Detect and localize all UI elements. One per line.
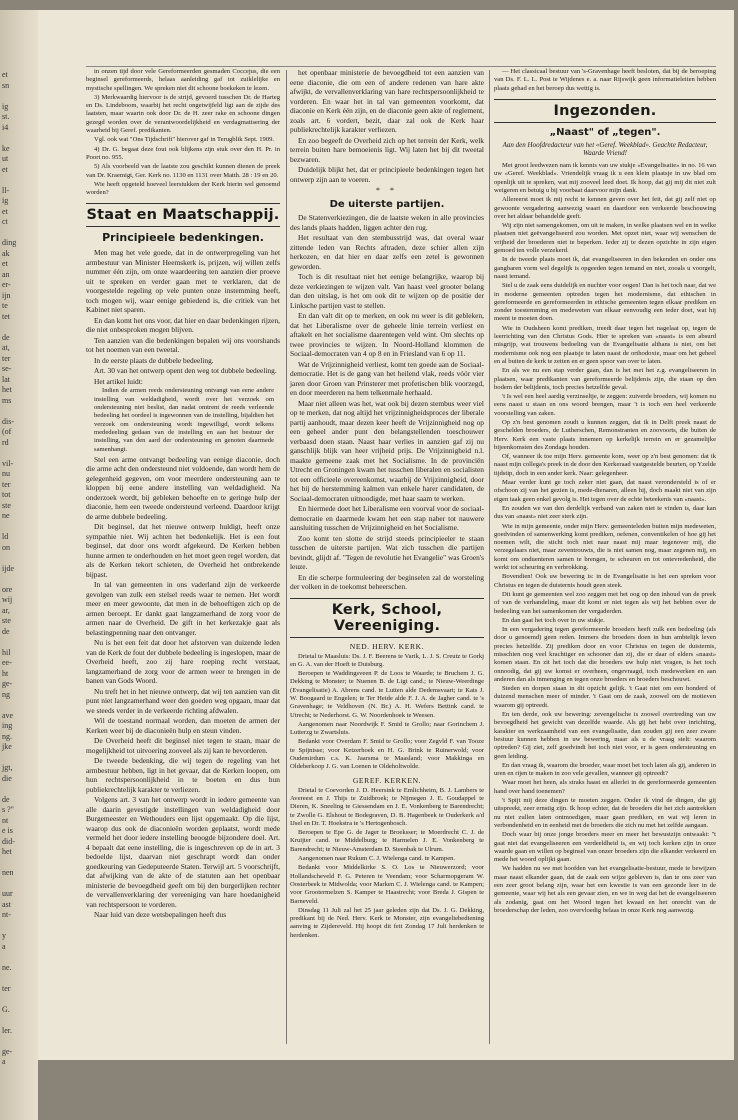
margin-fragment: ave [2, 710, 14, 720]
margin-fragment: hil [2, 647, 11, 657]
paragraph: In een vergadering tegen gereformeerde broeders heeft zulk een bedoeling (als door u genoemd) geen reden. Immers die broeders doen in hun ambtelijk leven precies hetzelfde. Zij prediken door en voor Christus en tegen de duisternis, misschien nog veel krachtiger en schooner dan zij, die er daar of elders «naast» komen staan. En zit het toch dat die broeders uw hulp niet vragen, is het toch onnoodig, dat gij uw komst er overheen, ongevraagd, toch medewerken en aan anderen dan als inmenging en tegen onze broeders en broeders beschouwt. [494, 626, 716, 683]
column-divider [286, 70, 287, 1044]
paragraph: De Overheid heeft dit beginsel niet tegen te staan, maar de mogelijkheid tot uitvoering zooveel als zij kan te bevorderen. [86, 736, 280, 755]
paragraph: Het artikel luidt: [94, 376, 143, 386]
margin-fragment: G. [2, 1004, 10, 1014]
paragraph: Ten aanzien van die bedenkingen bepalen wij ons voorshands tot het noemen van een tweetal. [86, 335, 280, 355]
paragraph: Duidelijk blijkt het, dat er principieele bedenkingen tegen het ontwerp zijn aan te voeren. [290, 165, 484, 184]
margin-fragment [0, 1015, 38, 1026]
paragraph: Volgens art. 3 van het ontwerp wordt in iedere gemeente van alle daarin gevestigde instellingen van weldadigheid door Burgemeester en Wethouders een lijst opgemaakt. Op die lijst, waarop dus ook de diaconieën worden geplaatst, wordt mede vermeld het door iedere instelling beoogde bijzondere doel. Art. 4 bepaalt dat eene instelling, die is ingeschreven op de in art. 3 bedoelde lijst, daarvan niet geschrapt wordt dan onder goedkeuring van Gedeputeerde Staten. Terwijl art. 5 voorschrijft, dat afwijking van de akte of de statuten aan het openbaar ministerie de bevoegdheid geeft om bij den burgerlijken rechter de vervallenverklaring der vereeniging van hare hoedanigheid van rechtspersoon te vorderen. [86, 795, 280, 909]
paragraph: Drietal te Coevorden J. D. Heersink te Emlichheim, B. J. Lambers te Avereest en J. Thijs te Zuidbroek; te Nijmegen J. E. Goudappel te Dieren, K. Sneeling te Giessendam en J. E. Vonkenberg te Barendrecht; te Zwolle G. Elshout te Bodegraven, D. B. Hagenbeek te Ouderkerk a/d IJsel en Dr. T. Hoekstra te 's Hertogenbosch. [290, 786, 484, 827]
letter-body [494, 162, 716, 915]
paragraph: Doch waar bij onze jonge broeders meer en meer het bewustzijn ontwaakt: ''t gaat niet dat evangeliseeren een verdeeldheid is, en wij toch kerken zijn in onze waarde gaan en willen op beginsel van onzer broeders zijn die elkander verkeerd en mede het woord oplijkt gaan. [494, 831, 716, 864]
paragraph: Wil de toestand normaal worden, dan moeten de armen der Kerken weer bij de diaconieën hulp en steun vinden. [86, 716, 280, 735]
margin-fragment: ter [2, 479, 11, 489]
margin-fragment: ct [2, 217, 8, 226]
margin-fragment: ld [2, 532, 9, 541]
paragraph: Nu treft het in het nieuwe ontwerp, dat wij ten aanzien van dit punt niet langzamerhand weer den goeden weg opgaan, maar dat we steeds verder in de verkeerde richting afdwalen. [86, 686, 280, 715]
margin-fragment: ter [2, 983, 11, 993]
paragraph: 5) Als voorbeeld van de laatste zou geschikt kunnen dienen de preek van Dr. Kraemigt, Ger. Kerk no. 1130 en 1131 over Matth. 28 : 19 en 20. [86, 163, 280, 179]
paragraph: De tweede bedenking, die wij tegen de regeling van het armbestuur hebben, ligt in het gevaar, dat de Kerken loopen, om hun rechtspersoonlijkheid in te boeten en dus hun publiekrechtelijk karakter te verliezen. [86, 756, 280, 794]
margin-fragment: an [2, 269, 10, 279]
margin-fragment: ler. [2, 1025, 12, 1035]
paragraph: Op z'n best genomen zoudt u kunnen zeggen, dat ik in Delft preek naast de geschelden broeders, de Lutherschen, Remonstranten en zoovoorts, die buiten de Herv. Kerk een vaste plaats innemen op kerkelijk terrein en er gezamelijke bijeenkomsten des Zondags houden. [494, 418, 716, 451]
paragraph: En ten derde, ook uw bewering: zevengelische is zoowel overtreding van uw bevoegdheid het gewicht van dezelfde waarde. Als gij het hebt over inrichting, karakter en werkzaamheid van een evangelisatie, dan zouden gij een zeer zware bestuur kunnen hebben in uw bewering, maar als u de vraag stelt: waarom optreden? Gij ziet, zelf goedvindt het toch niet voor, er is geen ondersteuning en geen leiding. [494, 711, 716, 760]
margin-fragment: ge- [2, 679, 13, 688]
margin-fragment: nt [2, 815, 9, 825]
margin-fragment [0, 994, 38, 1005]
paragraph: Dit kunt ge gemeenten wel zoo zeggen met het oog op den inhoud van de preek of van de verhandeling, maar dit komt er niet tegen als wij het hebben over de bedeeling van het samenkomen der vergaderden. [494, 590, 716, 615]
margin-fragment: st. [2, 112, 10, 121]
margin-fragment: ijde [2, 563, 14, 573]
paragraph: In tal van gemeenten in ons vaderland zijn de verkeerde gevolgen van zulk een stelsel reeds waar te nemen. Het wordt meer en meer gewoonte, dat men in de behoeftigen zich op de armen beroept. Er dankt gaat langzamerhand de zorg voor de armen naar de Overheid. De gift in het kerkezakje gaat als belastingpenning naar den ontvanger. [86, 580, 280, 637]
margin-fragment: ig [2, 196, 9, 205]
paragraph: in onzen tijd door vele Gereformeerden gesmaden Coccejus, die een beginsel gereformeerds, helaas aanleiding gaf tot zuiklelijke en mystische spellingen. We spreken niet dit schoone boekeken te lezen. [86, 68, 280, 92]
margin-fragment: het [2, 385, 12, 394]
margin-fragment: die [2, 773, 12, 783]
margin-fragment: ijn [2, 290, 11, 300]
article-title-naast-tegen: „Naast" of „tegen". [549, 126, 661, 138]
paragraph: En zoo begeeft de Overheid zich op het terrein der Kerk, welk terrein buiten hare bemoeienis ligt. Wij laten het bij dit tweetal bezwaren. [290, 135, 484, 164]
margin-fragment: wij [2, 595, 13, 604]
margin-fragment: did- [2, 836, 15, 846]
margin-fragment [0, 448, 38, 459]
church-news-list [290, 787, 484, 940]
paragraph: 3) Merkwaardig hiervoor is de strijd, gevoerd tusschen Dr. de Harteg en Ds. Lindeboom, waarbij het recht ongetwijfeld ligt aan de zijde des laatsten, maar waarin ook door Dr. de H. zeer rake en schoone dingen gezegd worden over de verantwoordelijkheid en verdagmatisering der waarheid bij Geref. predikanten. [86, 93, 280, 135]
paragraph: Wie heeft opgeteld hoeveel leerstukken der Kerk hierin wel genoemd worden? [86, 180, 280, 197]
margin-fragment: on [2, 542, 10, 552]
margin-fragment: er- [2, 280, 11, 289]
margin-fragment: vil- [2, 458, 14, 468]
margin-fragment [0, 879, 38, 890]
footnotes [86, 68, 280, 197]
margin-fragment [0, 574, 38, 585]
column-3 [494, 68, 716, 1048]
margin-fragment: de [2, 626, 10, 636]
margin-fragment: ste [2, 500, 11, 510]
margin-fragment: de [2, 332, 10, 342]
separator-stars: * * [376, 186, 398, 195]
margin-fragment: at, [2, 343, 10, 352]
margin-fragment: a [2, 941, 6, 951]
margin-fragment: tot [2, 490, 11, 499]
margin-fragment: het [2, 847, 12, 856]
margin-fragment [0, 700, 38, 711]
section-title-staat: Staat en Maatschappij. [86, 203, 280, 227]
paragraph: Dinsdag 11 Juli zal het 25 jaar geleden zijn dat Ds. J. G. Dekking, predikant bij de Ned. Herv. Kerk te Monster, zijn evangeliebediening aanving te Zijdereveld. Hij hoopt dit feit Zondag 17 Juli herdenken te herdenken. [290, 906, 484, 939]
paragraph: En zouden we van den derdelijk verband van zaken niet te vinden is, daar kan dus van «naast» niet zeer sterk zijn. [494, 504, 716, 521]
margin-fragment: ter [2, 353, 11, 363]
margin-fragment: nu [2, 469, 10, 478]
margin-fragment: et [2, 259, 8, 268]
column-1 [86, 68, 280, 1048]
paragraph: En hiermede doet het Liberalisme een voorval voor de sociaal-democratie en daarmede kwam het een stap naber tot nauwere aansluiting tusschen de Vrijzinnigheid en het Socialisme. [290, 504, 484, 532]
paragraph: Of, wanneer ik toe mijn Herv. gemeente kom, weer op z'n best genomen: dat ik naast mijn collega's preek in de door den Kerkeraad vastgestelde beurten, op Yzelde tijdstip, doch in een ander kerk. Naar: gelegenheer. [494, 453, 716, 477]
paragraph: Wat de Vrijzinnigheid verliest, komt ten goede aan de Sociaal-democratie. Het is de gang van het heilend vlak, reeds vóór vier jaren door Groen van Prinsterer met profetischen blik voorzegd, en door meerderen na hem telkenmale herhaald. [290, 359, 484, 397]
margin-fragment: e is [2, 826, 13, 835]
margin-fragment: se- [2, 364, 12, 373]
paragraph: Dit beginsel, dat het nieuwe ontwerp huldigt, heeft onze sympathie niet. Wij achten het bedenkelijk. Het is een fout beginsel, dat door ons wordt afgekeurd. De Kerken hebben hunne armen te onderhouden en het moet geen regel worden, dat als de Kerken tekort schieten, de Overheid het ontbrekende bijpast. [86, 522, 280, 579]
church-news-list [290, 653, 484, 772]
paragraph: Maar niet alleen was het, wat ook bij dezen stembus weer viel op te merken, dat nog altijd het vrijzinnigheidsproces der liberale partij aanhoudt, maar dezen keer heeft de Vrijzinnigheid nog op een geheel ander punt den belangstellenden toeschouwer verbaasd doen staan. Naast haar verlies in aanzien gaf zij nu ganschlijk blijk van heer vrijheid prijs. De Vrijzinnigheid n.l. maakte gemeene zaak met het Socialisme. In de provinciën Utrecht en Groningen kwam het tusschen liberalen en socialisten tot een officieele overeenkomst, waarbij de Vrijzinnigheid, door het bij de herstemming kalmen van enkele harer candidaten, de Sociaal-democraten uitnoodigde, met haar saam te werken. [290, 398, 484, 503]
quoted-article: Indien de armen reeds ondersteuning ontvangt van eene andere instelling van weldadigheid, wordt over het verzoek om ondersteuning niet beslist, dan nadat omtrent de reeds verleende bedeeling het oordeel is ingewonnen van de instelling, bijaldien het verzoek om ondersteuning wordt ingewilligd, wordt telkens mededeeling gedaan van de instelling en aan het bestuur der instelling, van den aard der ondersteuning en genoten daarmede samenhangt. [94, 387, 274, 453]
paragraph: Wie in mijn gemeente, onder mijn Herv. gemeenteleden buiten mijn medeweten, goedvinden of samenwerking komt prediken, oefenen, conventikelen of hoe gij het noemen wilt, die sticht toch niet naar naast mij maar tegenover mij, die verzegelaars niet, maar zeventrouwts, die is niet samen nog, maar zegenen mij, en komt om onduenteren samen te brengen, te scheuren en tot ontevredenheid, die werkt tot scheuring en verbrokking. [494, 522, 716, 572]
margin-fragment: a [2, 1057, 6, 1066]
article-title-principieele: Principieele bedenkingen. [102, 231, 264, 245]
margin-fragment: et [2, 70, 8, 79]
paragraph: Met groot leedwezen nam ik kennis van uw stukje «Evangelisatie» in no. 16 van uw «Geref. Weekblad». Vriendelijk vraag ik u een klein plaatsje in uw blad om openlijk uit te spreken, wat mij zooveel leed doet. Ik hoop, dat gij mij dit niet zult weigeren en betuig u bij voorbaat daarvoor mijn dank. [494, 162, 716, 194]
margin-fragment: uur [2, 889, 13, 898]
margin-fragment [0, 553, 38, 564]
binding-margin [0, 10, 38, 1120]
paragraph: Waar moet het heen, als straks haast en allerlei in de gereformeerde gemeenten hand over hand toenemen? [494, 779, 716, 795]
margin-fragment: jke [2, 742, 12, 751]
margin-fragment: ge- [2, 1046, 13, 1056]
paragraph: En dan vraag ik, waarom die broeder, waar moet het toch laten als gij, anderen in uren en rijen te maken in zoo vele gevallen, wanneer gij optreedt? [494, 761, 716, 778]
margin-fragment: ast [2, 899, 11, 909]
margin-fragment: y [2, 931, 6, 940]
margin-fragment [0, 858, 38, 869]
paragraph: 't Spijt mij deze dingen te moeten zeggen. Onder ik vind de dingen, die gij uitspreekt, zeer ernstig zijn. Ik hoop echter, dat de broeders die het zich aantrekken nu niet zullen laten ontmoedigen, maar gaan prediken, en wat wij leren in verbondenheid en in eenheid met de broeders die zich nu met het zelfde aangaan. [494, 797, 716, 829]
paragraph: Steden en dorpen staan in dit opzicht gelijk. 't Gaat niet om een honderd of duizend menschen meer of minder. 't Gaat om de zaak, zoowel om de motieven waarom gij optreedt. [494, 685, 716, 709]
paragraph: Aangenomen naar Rukum C. J. Wielenga cand. te Kampen. [298, 855, 456, 863]
margin-fragment: ht [2, 668, 9, 678]
paragraph: Beroepen te Epe G. de Jager te Broeksser; te Moerdrecht C. J. de Kruijter cand. te Middelburg; te Harmelen J. E. Vonkenberg te Barendrecht; te Nieuw-Amsterdam D. Steenbak te Ulrum. [290, 829, 484, 853]
margin-fragment: ne [2, 511, 10, 520]
paragraph: Drietal te Maasluis: Ds. J. F. Beerens te Varik, L. J. S. Creutz te Gorkj en G. A. van der Hoeft te Duisburg. [290, 652, 484, 668]
margin-fragment [0, 522, 38, 533]
margin-fragment: ding [2, 238, 17, 247]
margin-fragment: te [2, 301, 8, 310]
article-body [290, 213, 484, 592]
margin-fragment [0, 753, 38, 764]
margin-fragment [0, 322, 38, 333]
margin-fragment: ut [2, 154, 9, 163]
paragraph: Stel u de zaak eens duidelijk en nuchter voor oogen! Dan is het toch naar, dat we in moderne gemeenten optreden tegen het modernisme, dat ethischen in gereformeerde en gereformeerden in ethische gemeenten tegen elkaar prediken en zonder toestemming en medeweten van elkaar eenvoudig een ieder doet, wat hij meent te moeten doen. [494, 282, 716, 323]
paragraph: Aangenomen naar Noordwijk F. Smid te Grollo; naar Gorinchem J. Lutterzg te Zwartsluis. [290, 720, 484, 737]
paragraph: Zoo komt ten slotte de strijd steeds principieeler te staan tusschen de uiterste partijen. Wat zich tusschen die partijen bevindt, glijdt af. "Tegen de revolutie het Evangelie" was Groen's leuze. [290, 533, 484, 571]
margin-fragment: ore [2, 584, 13, 594]
paragraph: Het resultaat van den stembusstrijd was, dat overal waar zittende leden van Rechts aftraden, deze schier allen zijn herkozen, en dat hier en daar zelfs een zetel is gewonnen geworden. [290, 233, 484, 271]
margin-fragment: (of [2, 427, 12, 436]
margin-fragment [0, 133, 38, 144]
margin-fragment: ke [2, 143, 10, 153]
margin-fragment: jgt, [2, 763, 13, 772]
margin-fragment: et [2, 164, 8, 174]
margin-fragment: rd [2, 437, 9, 447]
paragraph: Bedankt voor Overdam F. Smid te Grollo; voor Zegvld F. van Tooze te Spijnisse; voor Ketzerhoek en H. G. Brink te Ruinerwold; voor Oudemirdum c.s. K. Jaarsma te Maasland; voor Makkinga en Oldeberkoop J. G. van Loenen te Oldeholtwolde. [290, 738, 484, 771]
paragraph: het openbaar ministerie de bevoegdheid tot een aanzien van eene diaconie, die om een of andere redenen van hare akte afwijkt, de vervallenverklaring van hare rechtspersoonlijkheid te vorderen. En waar het in tal van gemeenten voorkomt, dat diaconie en Kerk één zijn, en de diaconie geen akte of reglement, zoals art. 6 vordert, bezit, daar zal ook de Kerk haar publiekrechtelijk karakter verliezen. [290, 68, 484, 134]
dedication-line: Aan den Hoofdredacteur van het «Geref. Weekblad». Geachte Redacteur, Waarde Vriend! [502, 140, 708, 158]
paragraph: Wie in Oudsheen komt prediken, treedt daar tegen het nagelaat op, tegen de leerrichting van den Christus Gods. Hier te spreken van «naast» is een absurd misgrijp, wat trouwens bedoeling van de Evangelisatie althans is niet, om het modernisme ook nog een plaatsje te laten naast de orthodoxie, maar om het geheel en al buiten de kerk te zetten en er geen spoor van over te laten. [494, 324, 716, 365]
article-body-continued [86, 455, 280, 920]
article-continuation [290, 68, 484, 184]
paragraph: Stel een arme ontvangt bedeeling van eenige diaconie, doch die arme acht den ondersteund niet voldoende, dan wordt hem de gelegenheid gegeven, om voor meerdere ondersteuning aan te kloppen bij eene andere instelling van weldadigheid. Na onderzoek wordt, bij gebleken behoefte en te geringe hulp der diaconie, hem een tweede ondersteund verleend. Daardoor krijgt de arme dubbele bedeeling. [86, 454, 280, 521]
margin-fragment: ng. [2, 731, 12, 741]
paragraph: En dan valt dit op te merken, en ook nu weer is dit gebleken, dat het Liberalisme over de geheele linie terrein verliest en aftakelt en het socialisme daarentegen veld wint. Om slechts op twee provincies te wijzen. In Noord-Holland klommen de Sociaal-democraten van 4 op 8 en in Friesland van 6 op 11. [290, 311, 484, 358]
margin-fragment: de [2, 794, 10, 804]
paragraph: Naar luid van deze wetsbepalingen heeft dus [94, 910, 227, 920]
paragraph: Bedankt voor Middelkirke S. O. Los te Nieuwerzord; voor Hollandscheveld F. G. Peteren te Veendam; voor Scharmopgeram W. Oosterbeek te Midwolda; voor Marken C. J. Wielenga cand. te Kampen; voor Grootermelzen S. Kamper te Haastrecht; voor Breda J. Gispen te Barneveld. [290, 864, 484, 905]
paragraph: Allereerst moet ik mij recht te kennen geven over het feit, dat gij zelf niet op gewoonte vergadering aanwezig waart en daardoor een verkeerde beschouwing over het aldaar behandelde geeft. [494, 196, 716, 220]
margin-fragment [0, 1036, 38, 1047]
paragraph: In de tweede plaats moet ik, dat evangeliseeren in den bekenden en onder ons gangbaren vorm wel degelijk is opgeeden tegen iemand en niet, zooals u voorgelt, naast iemand. [494, 256, 716, 280]
margin-fragment: tet [2, 311, 10, 321]
paragraph: Beroepen te Waddingsveen P. de Loos te Waarde; te Bruchem J. G. Dekking te Monster; te Nuenen B. de Ligt cand.; te Nieuw-Weerdinge (Evangelisatie) A. Abrens cand. te Lutten alde Dedemsvaart; te Kats J. W. Boogaard te Engelen; te Ter Heide alde F. J. A. de Jagher cand. te 's Gravenhage; te Veldhoven (N. Br.) A. H. Wefers Bettink cand. te Utrecht; te Nederhorst. G. W. Noordenhoek te Weesen. [290, 670, 484, 719]
margin-fragment [0, 175, 38, 186]
paragraph: Maar verder kunt ge toch zeker niet gaan, dat naast verondersteld is of er ofschoon zij van het gezien is, mede-dienaren, alleen hij, doch maakt niet van zijn eigen taak geen enkel gevolg is. Het tegen over de echte beteekenis van «naast». [494, 479, 716, 503]
article-body [86, 248, 280, 386]
subsection-geref: GEREF. KERKEN. [352, 775, 422, 785]
margin-fragment: dis- [2, 416, 14, 426]
margin-fragment: ak [2, 248, 10, 258]
paragraph: We hadden nu we met hoofden van het evangelisatie-bestuur, mede te bewijzen maar naast elkander gaan, dat de zaak een wijze gebleven is, dan te ons zeer van een zeer groot belang zijn, waar het een kwestie is van een gezonde leer in de gemeente, waar wij het als een gevaar zien, en we in weg dat het de evangeliseeren als zodanig, gaat om het Woord tegen het kwaad en het onrecht van de broederschap der leden, zoo overvloedig belaas in onze Kerk nog aanwezig. [494, 865, 716, 914]
paragraph: Vgl. ook wat "Ons Tijdschrift" hierover gaf in Terugblik Sept. 1909. [94, 136, 275, 144]
margin-fragment [0, 784, 38, 795]
article-title-uiterste: De uiterste partijen. [329, 199, 445, 210]
margin-fragment: ne. [2, 962, 12, 972]
newspaper-page [0, 10, 734, 1066]
paragraph: Nu is het een feit dat door het afstorven van duizende leden van de Kerk de fout der dubbele bedeeling is ingeslopen, maar de Overheid heeft, zoo zij hare roeping recht verstaat, langzamerhand de zorg voor de armen weer te brengen in de banen van Gods Woord. [86, 638, 280, 686]
margin-fragment: ng [2, 689, 10, 699]
paragraph: De Statenverkiezingen, die de laatste weken in alle provincies des lands plaats hadden, liggen achter den rug. [290, 213, 484, 232]
church-notice: — Het classicaal bestuur van 's-Gravenhage heeft besloten, dat bij de beroeping van Ds. F. L. L. Post te Wijdenes e. a. naar Rijswijk geen informatieleiten hebben plaats gehad en het beroep dus wettig is. [494, 68, 716, 92]
paragraph: En die scherpe formuleering der beginselen zal de worsteling der volken in de toekomst beheerschen. [290, 572, 484, 591]
margin-fragment: nen [2, 868, 14, 877]
margin-fragment: et [2, 206, 8, 216]
paragraph: Wij zijn niet samengekomen, om uit te maken, in welke plaatsen wel en in welke plaatsen niet geëvangeliseerd zou worden. Met opzet niet, waar wij wenschen de vrijheid der broederen niet te beperken. Ieder zij te dezen opzichte in zijn eigen gemoed ten volle verzekerd. [494, 222, 716, 255]
margin-fragment [0, 921, 38, 932]
subsection-ned-herv: NED. HERV. KERK. [349, 641, 425, 651]
margin-fragment [0, 973, 38, 984]
margin-fragment [0, 228, 38, 239]
header-rule [86, 66, 716, 67]
paragraph: En als we nu een stap verder gaan, dan is het met het z.g. evangeliseeren in plaatsen, waar predikanten van gereformeerde belijdenis zijn, die staan op den bodem der belijdenis, toch precies hetzelfde geval. [494, 367, 716, 391]
paragraph: Art. 30 van het ontwerp opent den weg tot dubbele bedeeling. [94, 366, 277, 376]
section-title-ingezonden: Ingezonden. [494, 99, 716, 123]
section-title-kerk: Kerk, School, Vereeniging. [290, 598, 484, 638]
margin-fragment: nt- [2, 910, 11, 919]
margin-fragment: ee- [2, 658, 12, 667]
paragraph: 't Is wel een heel aardig verzinseltje, te zeggen: zuiverde broeders, wij komen nu eens naast u staan en ons woord brengen, maar 't is toch een heel verkeerde voorstelling van zaken. [494, 393, 716, 417]
margin-fragment: sn [2, 80, 10, 90]
paragraph: In de eerste plaats de dubbele bedeeling. [94, 355, 214, 365]
paragraph: Bovendien! Ook uw bewering is: in de Evangelisatie is het een spreken voor Christus en tegen de duisternis houdt geen steek. [494, 573, 716, 589]
margin-fragment: ll- [2, 185, 10, 195]
margin-fragment: ar, [2, 605, 10, 615]
column-divider [489, 70, 490, 1044]
margin-fragment [0, 637, 38, 648]
margin-fragment: ms [2, 395, 12, 405]
paragraph: Men mag het vele goede, dat in de ontwerpregeling van het armbestuur van Minister Heemskerk is, prijzen, wij willen zelfs nummer één zijn, om onze waardeering ten aanzien dier proeve uit te spreken en verder gaan met te verklaren, dat de voorgestelde regeling op vele punten onze instemming heeft, toch mogen wij, waar eenige gebiedend is, die critiek van het Kabinet niet sparen. [86, 248, 280, 315]
paragraph: En dan komt het ons voor, dat hier en daar bedenkingen rijzen, die niet onbesproken mogen blijven. [86, 315, 280, 335]
paragraph: En dan gaat het toch over in uw stukje. [502, 616, 605, 624]
margin-fragment [0, 91, 38, 102]
margin-fragment: s ?" [2, 805, 14, 814]
margin-fragment: ing [2, 721, 13, 730]
column-2 [290, 68, 484, 1048]
paragraph: 4) Dr. G. begaat deze fout ook blijkens zijn stuk over den H. Pr. in Poort no. 955. [86, 145, 280, 161]
margin-fragment: ig [2, 101, 9, 111]
margin-fragment: lat [2, 374, 10, 384]
margin-fragment: ste [2, 616, 11, 625]
margin-fragment: i4 [2, 122, 9, 132]
margin-fragment [0, 406, 38, 417]
paragraph: Toch is dit resultaat niet het eenige belangrijke, waarop bij deze verkiezingen te wijzen valt. Van haast veel grooter belang dan den uitslag, is het om ook dit te wijzen op de positie der Linksche partijen vast te stellen. [290, 272, 484, 310]
margin-fragment [0, 952, 38, 963]
